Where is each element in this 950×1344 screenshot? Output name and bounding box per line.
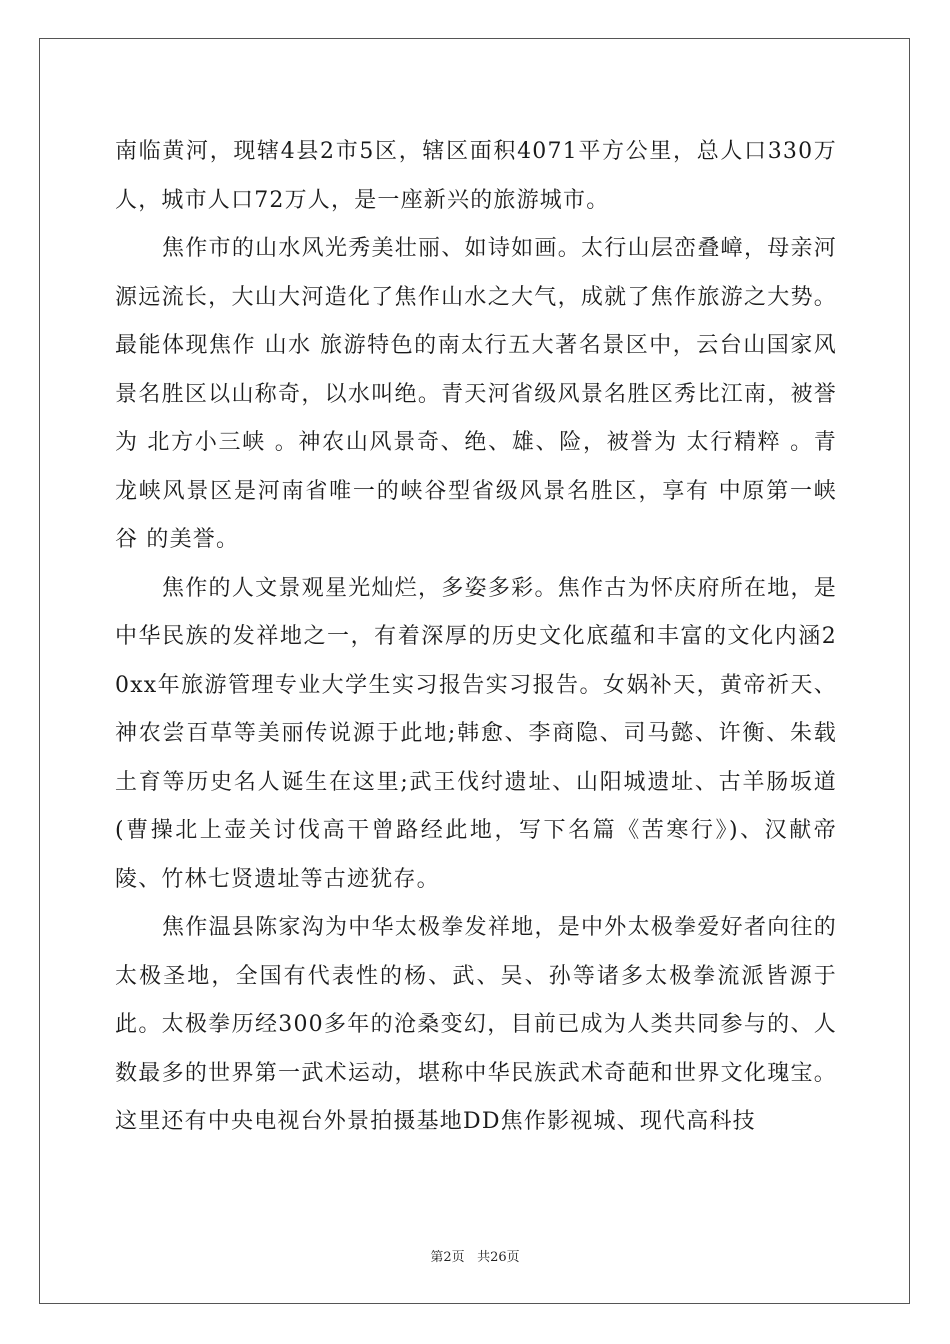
paragraph-culture: 焦作的人文景观星光灿烂，多姿多彩。焦作古为怀庆府所在地，是中华民族的发祥地之一，有着深厚的历史文化底蕴和丰富的文化内涵20xx年旅游管理专业大学生实习报告实习报告。女娲补天，黄帝祈天、神农尝百草等美丽传说源于此地;韩愈、李商隐、司马懿、许衡、朱载土育等历史名人诞生在这里;武王伐纣遗址、山阳城遗址、古羊肠坂道(曹操北上壶关讨伐高干曾路经此地，写下名篇《苦寒行》)、汉献帝陵、竹林七贤遗址等古迹犹存。 xyxy=(115,575,837,892)
page-total: 共26页 xyxy=(477,1250,520,1265)
page-footer xyxy=(0,1246,950,1265)
page-number: 第2页 xyxy=(430,1250,465,1265)
document-body xyxy=(115,128,837,1147)
paragraph-taichi: 焦作温县陈家沟为中华太极拳发祥地，是中外太极拳爱好者向往的太极圣地，全国有代表性的杨、武、吴、孙等诸多太极拳流派皆源于此。太极拳历经300多年的沧桑变幻，目前已成为人类共同参与的、人数最多的世界第一武术运动，堪称中华民族武术奇葩和世界文化瑰宝。这里还有中央电视台外景拍摄基地DD焦作影视城、现代高科技 xyxy=(115,915,837,1134)
paragraph-landscape: 焦作市的山水风光秀美壮丽、如诗如画。太行山层峦叠嶂，母亲河源远流长，大山大河造化了焦作山水之大气，成就了焦作旅游之大势。最能体现焦作 山水 旅游特色的南太行五大著名景区中，云台山国家风景名胜区以山称奇，以水叫绝。青天河省级风景名胜区秀比江南，被誉为 北方小三峡 。神农山风景奇、绝、雄、险，被誉为 太行精粹 。青龙峡风景区是河南省唯一的峡谷型省级风景名胜区，享有 中原第一峡谷 的美誉。 xyxy=(115,236,837,552)
paragraph-intro-continued: 南临黄河，现辖4县2市5区，辖区面积4071平方公里，总人口330万人，城市人口72万人，是一座新兴的旅游城市。 xyxy=(115,139,837,213)
